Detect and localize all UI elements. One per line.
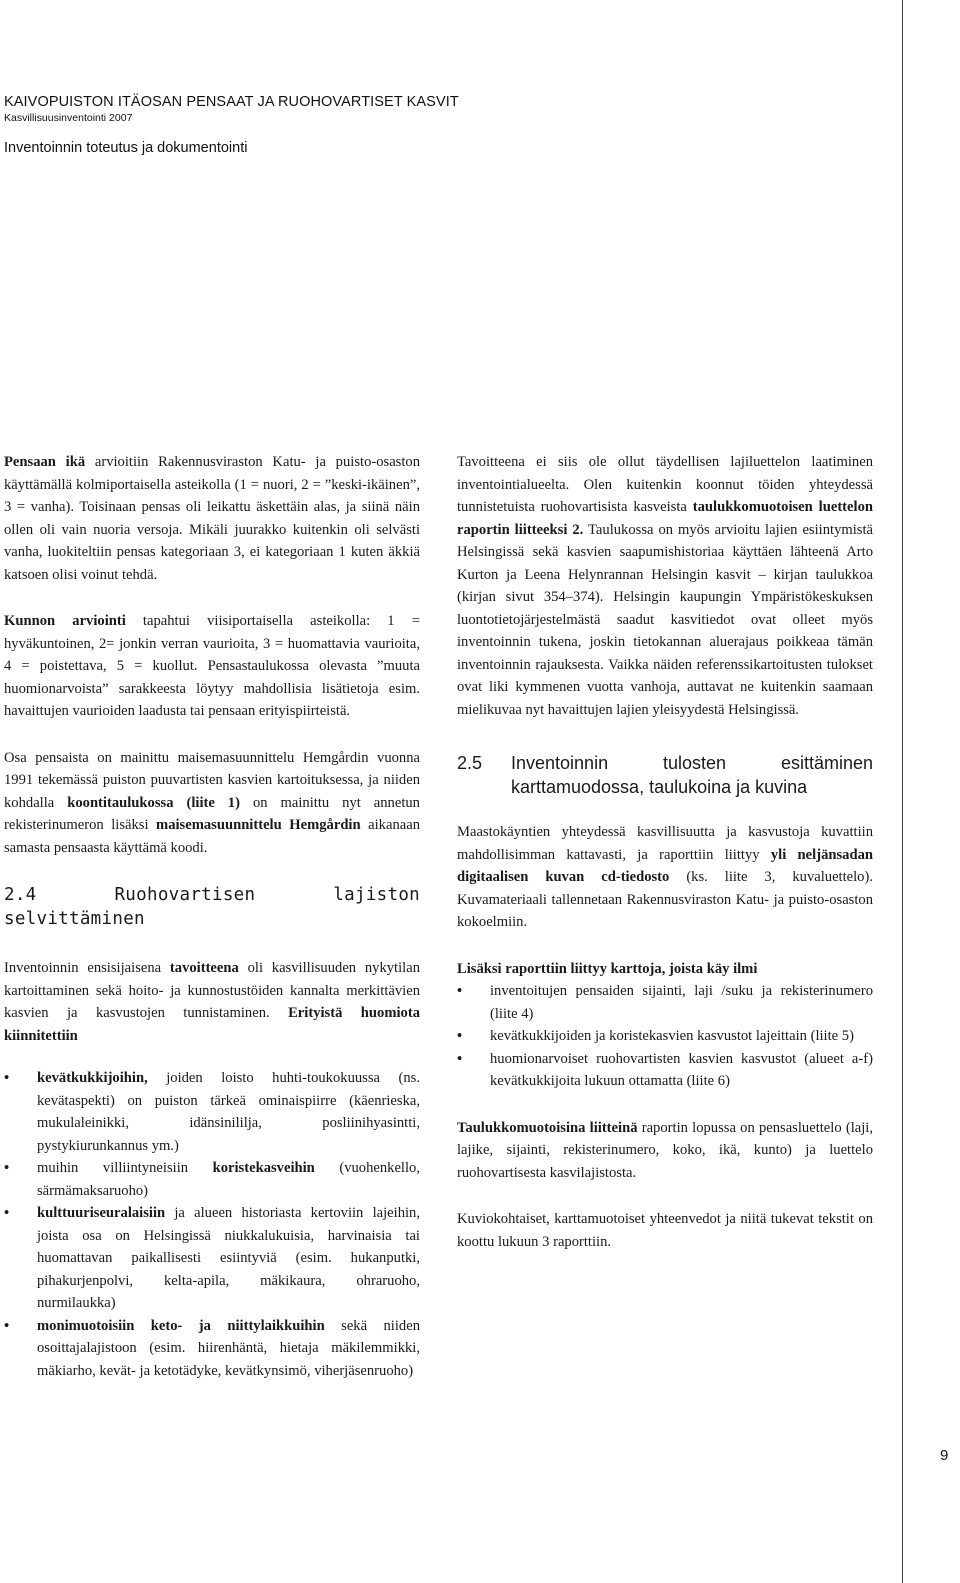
margin-rule xyxy=(902,0,903,1583)
list-item-text: muihin villiintyneisiin xyxy=(37,1160,213,1176)
paragraph-text: on mainittu nyt annetun rekisterinumeron lisäksi xyxy=(4,794,420,833)
section-heading: Inventoinnin toteutus ja dokumentointi xyxy=(4,140,248,156)
bold-term: koristekasveihin xyxy=(212,1160,315,1176)
paragraph-text: Tavoitteena ei siis ole ollut täydellisen lajiluettelon laatiminen inventointialueelta. Olen kuitenkin koonnut töiden yhteydessä tunnistetuista ruohovartisista kasveista xyxy=(457,454,873,515)
heading-2-5 xyxy=(457,751,873,799)
heading-title: Inventoinnin tulosten esittäminen karttamuodossa, taulukoina ja kuvina xyxy=(511,753,873,797)
bold-term: koontitaulukossa (liite 1) xyxy=(67,794,240,811)
bold-term: Erityistä huomiota kiinnitettiin xyxy=(4,1005,420,1044)
paragraph-text: Taulukossa on myös arvioitu lajien esiintymistä Helsingissä sekä kasvien saapumishistoriaa käyttäen lähteenä Arto Kurton ja Leena Helynrannan Helsingin kasvit – kirjan taulukkoa (kirjan sivut 354–374). Helsingin kaupungin Ympäristökeskuksen luontotietojärjestelmästä saadut kasvitiedot ovat olleet myös inventoinnin tukena, joskin tietokannan aluerajaus poikkeaa tämän inventoinnin rajauksesta. Vaikka näiden referenssikartoitusten tulokset ovat liki kymmenen vuotta vanhoja, auttavat ne kuitenkin saamaan mielikuvaa nyt havaittujen lajien yleisyydestä Helsingissä. xyxy=(457,521,873,718)
paragraph-text: Maastokäyntien yhteydessä kasvillisuutta ja kasvustoja kuvattiin mahdollisimman kattavasti, ja raporttiin liittyy xyxy=(457,824,873,863)
paragraph-text: Inventoinnin ensisijaisena xyxy=(4,960,170,976)
bold-term: monimuotoisiin keto- ja niittylaikkuihin xyxy=(37,1317,325,1334)
list-item-text: huomionarvoiset ruohovartisten kasvien kasvustot (alueet a-f) kevätkukkijoita lukuun ottamatta (liite 6) xyxy=(490,1050,873,1089)
list-item-text: sekä niiden osoittajalajistoon (esim. hiirenhäntä, hietaja mäkilemmikki, mäkiarho, kevät- ja ketotädyke, kevätkynsimö, viherjäsenruoho) xyxy=(37,1317,420,1379)
bullet-icon: • xyxy=(4,1317,10,1334)
paragraph-text: aikanaan samasta pensaasta käyttämä koodi. xyxy=(4,817,420,856)
heading-2-4: 2.4 Ruohovartisen lajiston selvittäminen xyxy=(4,885,420,929)
list-item xyxy=(457,1048,873,1093)
list-item-text: ja alueen historiasta kertoviin lajeihin, joista osa on Helsingissä niukkalukuisia, harvinaisia tai huomattavan paikallisesti esiintyviä (esim. hukanputki, pihakurjenpolvi, kelta-apila, mäkikaura, ohraruoho, nurmilaukka) xyxy=(37,1205,420,1311)
paragraph-hemgard xyxy=(4,747,420,860)
paragraph-yhteenvedot: Kuviokohtaiset, karttamuotoiset yhteenvedot ja niitä tukevat tekstit on koottu lukuun 3 raporttiin. xyxy=(457,1211,873,1250)
bullet-icon: • xyxy=(4,1070,10,1086)
maps-list xyxy=(457,980,873,1093)
document-title: KAIVOPUISTON ITÄOSAN PENSAAT JA RUOHOVARTISET KASVIT xyxy=(4,94,459,110)
bold-term: kevätkukkijoihin, xyxy=(37,1070,148,1086)
list-item xyxy=(4,1315,420,1383)
paragraph-liitteet xyxy=(457,1117,873,1185)
bullet-icon: • xyxy=(457,1050,463,1067)
paragraph-text: tapahtui viisiportaisella asteikolla: 1 = hyväkuntoinen, 2= jonkin verran vaurioita, 3 = huomattavia vaurioita, 4 = poistettava, 5 = kuollut. Pensastaulukossa olevasta ”muuta huomionarvoista” sarakkeesta löytyy mahdollisia lisätietoja esim. havaittujen vaurioiden laadusta tai pensaan erityispiirteistä. xyxy=(4,613,420,719)
list-item xyxy=(457,1025,873,1048)
list-item-text: (vuohenkello, särmämaksaruoho) xyxy=(37,1160,420,1199)
heading-number: 2.5 xyxy=(457,753,483,773)
bold-term: yli neljänsadan digitaalisen kuvan cd-tiedosto xyxy=(457,846,873,885)
bold-term: Taulukkomuotoisina liitteinä xyxy=(457,1119,638,1136)
list-item xyxy=(4,1202,420,1315)
bold-term: kulttuuriseuralaisiin xyxy=(37,1205,166,1221)
focus-list xyxy=(4,1067,420,1382)
bold-term: tavoitteena xyxy=(169,960,239,976)
document-subtitle: Kasvillisuusinventointi 2007 xyxy=(4,112,133,124)
term-kunnon-arviointi: Kunnon arviointi xyxy=(4,613,126,629)
bullet-icon: • xyxy=(457,983,463,999)
bullet-icon: • xyxy=(4,1205,10,1221)
list-item xyxy=(457,980,873,1025)
list-item-text: joiden loisto huhti-toukokuussa (ns. kevätaspekti) on puiston tärkeä ominaispiirre (käenrieska, mukulaleinikki, idänsinililja, posliinihyasintti, pystykiurunkannus ym.) xyxy=(37,1070,420,1154)
paragraph-text: Osa pensaista on mainittu maisemasuunnittelu Hemgårdin vuonna 1991 tekemässä puiston puuvartisten kasvien kartoituksessa, ja niiden kohdalla xyxy=(4,749,420,811)
list-item-text: kevätkukkijoiden ja koristekasvien kasvustot lajeittain (liite 5) xyxy=(490,1028,854,1044)
list-item-text: inventoitujen pensaiden sijainti, laji /suku ja rekisterinumero (liite 4) xyxy=(490,983,873,1022)
left-column xyxy=(4,451,420,1406)
term-pensaan-ika: Pensaan ikä xyxy=(4,454,86,470)
bold-term: maisemasuunnittelu Hemgårdin xyxy=(156,817,361,833)
bullet-icon: • xyxy=(4,1160,10,1176)
paragraph-text: oli kasvillisuuden nykytilan kartoittaminen sekä hoito- ja kunnostustöiden kannalta merkittävien kasvien ja kasvustojen tunnistaminen. xyxy=(4,960,420,1021)
list-item xyxy=(4,1157,420,1202)
page-number: 9 xyxy=(940,1447,949,1464)
right-column xyxy=(457,451,873,1277)
paragraph-text: (ks. liite 3, kuvaluettelo). Kuvamateriaali tallennetaan Rakennusviraston Katu- ja puisto-osaston kokoelmiin. xyxy=(457,869,873,930)
paragraph-lajiluettelo xyxy=(457,451,873,721)
bullet-icon: • xyxy=(457,1028,463,1044)
paragraph-text: arvioitiin Rakennusviraston Katu- ja puisto-osaston käyttämällä kolmiportaisella asteikolla (1 = nuori, 2 = ”keski-ikäinen”, 3 = vanha). Toisinaan pensas oli leikattu äskettäin alas, ja siinä näin ollen oli vain nuoria versoja. Mikäli juurakko kuitenkin oli selvästi vanha, luokiteltiin pensas kategoriaan 3, ei kategoriaan 1 kuten äkkiä katsoen olisi voinut tehdä. xyxy=(4,454,421,583)
paragraph-pensaan-ika xyxy=(4,451,420,586)
maps-list-heading: Lisäksi raporttiin liittyy karttoja, joista käy ilmi xyxy=(457,960,758,977)
bold-term: taulukkomuotoisen luettelon raportin liitteeksi 2. xyxy=(457,499,873,538)
paragraph-tavoite xyxy=(4,957,420,1047)
paragraph-text: raportin lopussa on pensasluettelo (laji, lajike, sijainti, rekisterinumero, koko, ikä, kunto) ja luettelo ruohovartisesta kasvilajistosta. xyxy=(457,1119,874,1181)
paragraph-kuvat xyxy=(457,821,873,934)
list-item xyxy=(4,1067,420,1157)
paragraph-kunnon-arviointi xyxy=(4,610,420,723)
